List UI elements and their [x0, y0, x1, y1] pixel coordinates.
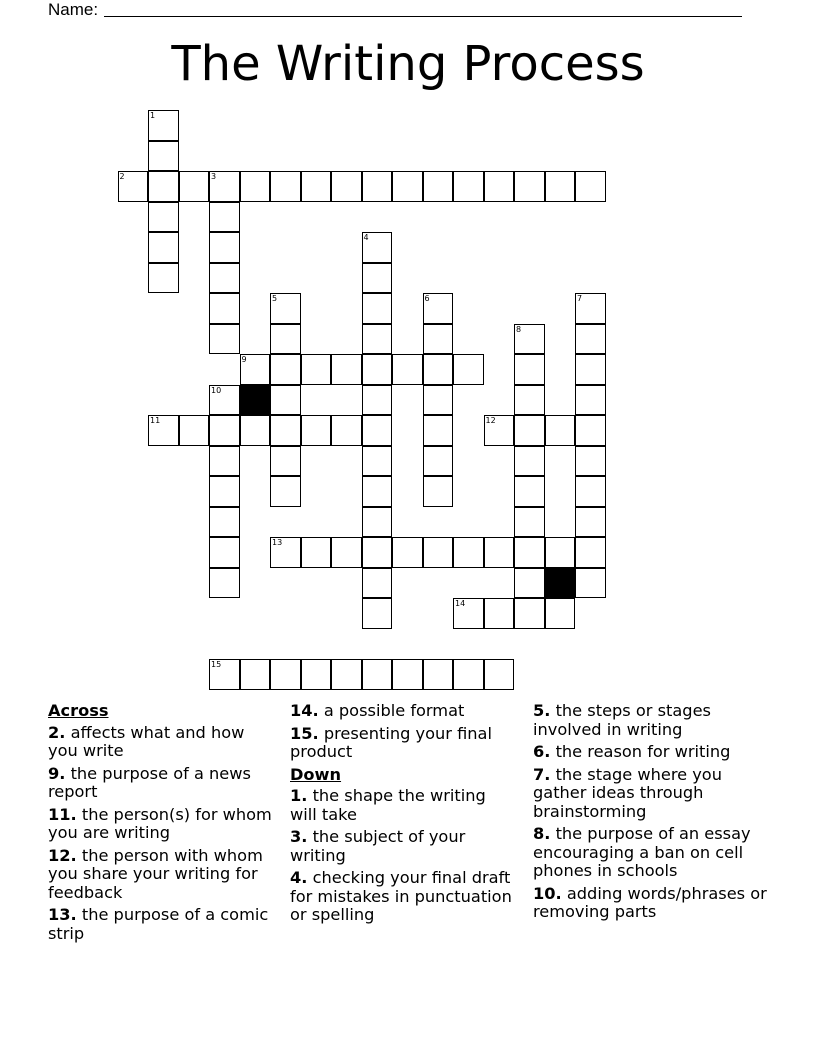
clue-across-12: [48, 847, 274, 903]
crossword-cell[interactable]: [148, 263, 179, 294]
crossword-cell[interactable]: [240, 415, 271, 446]
clue-text: the stage where you gather ideas through brainstorming: [533, 764, 722, 821]
crossword-cell[interactable]: [270, 537, 301, 568]
crossword-cell[interactable]: [209, 568, 240, 599]
crossword-cell[interactable]: [240, 171, 271, 202]
crossword-cell[interactable]: [392, 659, 423, 690]
crossword-cell[interactable]: [270, 293, 301, 324]
clue-down-5: [533, 702, 773, 739]
clue-number: 14.: [290, 701, 319, 720]
crossword-cell[interactable]: [331, 171, 362, 202]
crossword-cell[interactable]: [514, 446, 545, 477]
crossword-cell[interactable]: [545, 415, 576, 446]
name-label: Name:: [48, 0, 99, 19]
crossword-cell[interactable]: [301, 537, 332, 568]
crossword-cell[interactable]: [270, 354, 301, 385]
crossword-cell[interactable]: [148, 141, 179, 172]
crossword-cell[interactable]: [423, 293, 454, 324]
crossword-cell[interactable]: [423, 446, 454, 477]
crossword-cell[interactable]: [575, 293, 606, 324]
clue-down-10: [533, 885, 773, 922]
crossword-cell[interactable]: [362, 263, 393, 294]
crossword-cell[interactable]: [514, 568, 545, 599]
crossword-cell[interactable]: [209, 659, 240, 690]
crossword-cell[interactable]: [209, 293, 240, 324]
clue-down-7: [533, 766, 773, 822]
crossword-cell[interactable]: [514, 537, 545, 568]
crossword-cell[interactable]: [392, 537, 423, 568]
crossword-cell[interactable]: [209, 171, 240, 202]
crossword-cell[interactable]: [362, 507, 393, 538]
clue-text: adding words/phrases or removing parts: [533, 883, 767, 921]
cell-number: 8: [516, 324, 522, 334]
crossword-cell[interactable]: [575, 446, 606, 477]
crossword-cell[interactable]: [331, 354, 362, 385]
crossword-cell[interactable]: [362, 293, 393, 324]
crossword-cell[interactable]: [453, 354, 484, 385]
crossword-cell[interactable]: [362, 324, 393, 355]
crossword-cell[interactable]: [575, 507, 606, 538]
clue-column-1: [48, 702, 274, 947]
crossword-cell[interactable]: [423, 415, 454, 446]
crossword-cell[interactable]: [270, 476, 301, 507]
crossword-cell[interactable]: [209, 507, 240, 538]
crossword-cell[interactable]: [362, 415, 393, 446]
clue-text: the purpose of an essay encouraging a ban on cell phones in schools: [533, 824, 751, 880]
crossword-cell[interactable]: [148, 232, 179, 263]
crossword-cell[interactable]: [453, 598, 484, 629]
crossword-cell[interactable]: [270, 415, 301, 446]
crossword-cell[interactable]: [392, 354, 423, 385]
crossword-cell[interactable]: [362, 171, 393, 202]
crossword-cell[interactable]: [453, 659, 484, 690]
crossword-cell[interactable]: [148, 110, 179, 141]
crossword-cell[interactable]: [423, 659, 454, 690]
clue-text: the purpose of a comic strip: [48, 905, 269, 943]
black-square: [545, 568, 576, 599]
crossword-cell[interactable]: [362, 446, 393, 477]
crossword-cell[interactable]: [301, 659, 332, 690]
crossword-cell[interactable]: [484, 537, 515, 568]
clue-number: 15.: [290, 723, 319, 743]
cell-number: 9: [241, 355, 247, 364]
crossword-cell[interactable]: [392, 171, 423, 202]
crossword-cell[interactable]: [423, 354, 454, 385]
clue-text: a possible format: [323, 701, 465, 720]
crossword-cell[interactable]: [362, 385, 393, 416]
cell-number: 3: [211, 172, 217, 181]
clue-across-2: [48, 724, 274, 761]
crossword-cell[interactable]: [575, 568, 606, 599]
crossword-cell[interactable]: [575, 324, 606, 355]
clue-text: presenting your final product: [290, 723, 492, 761]
crossword-cell[interactable]: [575, 415, 606, 446]
clue-down-6: [533, 743, 773, 762]
clue-number: 3.: [290, 827, 308, 846]
cell-number: 2: [119, 172, 125, 181]
clue-text: the reason for writing: [555, 742, 731, 761]
crossword-cell[interactable]: [514, 171, 545, 202]
crossword-cell[interactable]: [575, 354, 606, 385]
across-heading: Across: [48, 701, 109, 720]
cell-number: 14: [455, 599, 466, 608]
clue-text: the person(s) for whom you are writing: [48, 804, 272, 842]
clue-across-15: [290, 725, 516, 762]
crossword-cell[interactable]: [545, 598, 576, 629]
crossword-cell[interactable]: [362, 354, 393, 385]
crossword-cell[interactable]: [209, 385, 240, 416]
crossword-cell[interactable]: [514, 324, 545, 355]
cell-number: 15: [211, 660, 222, 669]
crossword-cell[interactable]: [362, 476, 393, 507]
cell-number: 10: [211, 385, 222, 395]
crossword-cell[interactable]: [514, 507, 545, 538]
clue-down-8: [533, 825, 773, 881]
clue-number: 8.: [533, 824, 551, 843]
crossword-cell[interactable]: [484, 415, 515, 446]
clue-text: the shape the writing will take: [290, 786, 486, 824]
clue-number: 5.: [533, 701, 551, 720]
crossword-cell[interactable]: [301, 354, 332, 385]
black-square: [240, 385, 271, 416]
crossword-cell[interactable]: [545, 171, 576, 202]
crossword-cell[interactable]: [240, 659, 271, 690]
crossword-cell[interactable]: [484, 659, 515, 690]
crossword-cell[interactable]: [362, 232, 393, 263]
crossword-cell[interactable]: [270, 171, 301, 202]
clue-down-1: [290, 787, 516, 824]
clue-across-14: [290, 702, 516, 721]
crossword-cell[interactable]: [575, 385, 606, 416]
crossword-cell[interactable]: [331, 659, 362, 690]
clue-across-9: [48, 765, 274, 802]
crossword-cell[interactable]: [545, 537, 576, 568]
crossword-cell[interactable]: [148, 202, 179, 233]
crossword-cell[interactable]: [209, 415, 240, 446]
crossword-cell[interactable]: [453, 171, 484, 202]
crossword-cell[interactable]: [362, 537, 393, 568]
cell-number: 4: [363, 233, 369, 242]
clue-across-13: [48, 906, 274, 943]
crossword-cell[interactable]: [179, 171, 210, 202]
crossword-cell[interactable]: [209, 324, 240, 355]
crossword-cell[interactable]: [331, 415, 362, 446]
cell-number: 1: [150, 111, 156, 120]
crossword-cell[interactable]: [423, 385, 454, 416]
crossword-cell[interactable]: [423, 171, 454, 202]
clue-down-3: [290, 828, 516, 865]
crossword-cell[interactable]: [179, 415, 210, 446]
cell-number: 5: [272, 294, 278, 303]
crossword-cell[interactable]: [514, 415, 545, 446]
crossword-cell[interactable]: [484, 598, 515, 629]
crossword-cell[interactable]: [270, 385, 301, 416]
crossword-cell[interactable]: [453, 537, 484, 568]
crossword-cell[interactable]: [209, 476, 240, 507]
crossword-cell[interactable]: [514, 476, 545, 507]
crossword-cell[interactable]: [148, 171, 179, 202]
crossword-cell[interactable]: [270, 446, 301, 477]
clue-text: affects what and how you write: [48, 722, 245, 760]
clue-number: 7.: [533, 764, 551, 784]
clue-number: 13.: [48, 905, 77, 924]
clue-across-11: [48, 806, 274, 843]
cell-number: 7: [577, 294, 583, 303]
crossword-cell[interactable]: [118, 171, 149, 202]
clue-number: 1.: [290, 786, 308, 805]
page-title: The Writing Process: [171, 36, 645, 92]
clue-number: 9.: [48, 763, 66, 783]
down-heading: Down: [290, 764, 342, 784]
crossword-cell[interactable]: [514, 385, 545, 416]
clue-column-3: [533, 702, 773, 926]
clue-text: the person with whom you share your writing for feedback: [48, 845, 263, 902]
crossword-cell[interactable]: [575, 171, 606, 202]
crossword-cell[interactable]: [575, 537, 606, 568]
clue-number: 4.: [290, 868, 308, 887]
cell-number: 13: [272, 538, 283, 547]
crossword-cell[interactable]: [484, 171, 515, 202]
clue-number: 11.: [48, 804, 77, 824]
clue-number: 2.: [48, 722, 66, 742]
crossword-cell[interactable]: [209, 232, 240, 263]
cell-number: 12: [485, 416, 496, 425]
clue-text: the subject of your writing: [290, 827, 466, 865]
crossword-cell[interactable]: [240, 354, 271, 385]
cell-number: 11: [150, 416, 161, 425]
crossword-cell[interactable]: [423, 537, 454, 568]
clue-text: checking your final draft for mistakes in punctuation or spelling: [290, 868, 512, 924]
crossword-cell[interactable]: [514, 598, 545, 629]
cell-number: 6: [424, 294, 430, 303]
clue-text: the purpose of a news report: [48, 763, 251, 801]
clue-number: 12.: [48, 845, 77, 865]
crossword-cell[interactable]: [209, 446, 240, 477]
crossword-cell[interactable]: [423, 324, 454, 355]
crossword-cell[interactable]: [331, 537, 362, 568]
crossword-cell[interactable]: [209, 537, 240, 568]
crossword-cell[interactable]: [423, 476, 454, 507]
clue-column-2: [290, 702, 516, 929]
clue-number: 6.: [533, 742, 551, 761]
crossword-cell[interactable]: [209, 202, 240, 233]
crossword-cell[interactable]: [148, 415, 179, 446]
crossword-cell[interactable]: [575, 476, 606, 507]
clue-number: 10.: [533, 883, 562, 903]
crossword-cell[interactable]: [362, 568, 393, 599]
crossword-cell[interactable]: [209, 263, 240, 294]
crossword-cell[interactable]: [270, 324, 301, 355]
crossword-cell[interactable]: [514, 354, 545, 385]
crossword-cell[interactable]: [362, 598, 393, 629]
crossword-cell[interactable]: [301, 171, 332, 202]
crossword-cell[interactable]: [301, 415, 332, 446]
crossword-cell[interactable]: [362, 659, 393, 690]
clue-down-4: [290, 869, 516, 925]
clue-text: the steps or stages involved in writing: [533, 701, 711, 739]
crossword-cell[interactable]: [270, 659, 301, 690]
